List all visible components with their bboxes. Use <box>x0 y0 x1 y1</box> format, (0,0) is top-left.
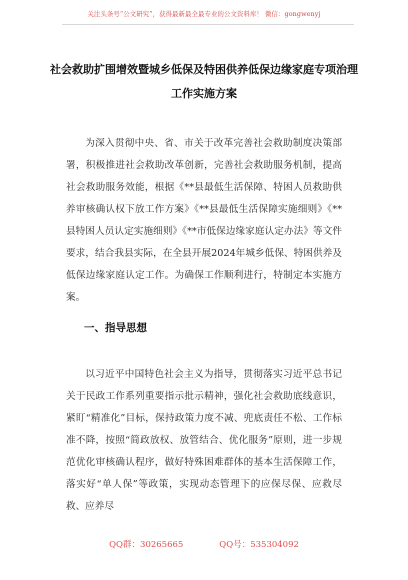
header-banner: 关注头条号“公文研究”，获得最新最全最专业的公文资料库！ 微信：gongwenyj <box>87 10 321 18</box>
footer-contact <box>0 538 408 550</box>
section-heading-guiding-ideology: 一、指导思想 <box>84 322 147 334</box>
header-divider <box>62 24 354 25</box>
guiding-ideology-paragraph: 以习近平中国特色社会主义为指导，贯彻落实习近平总书记关于民政工作系列重要指示批示精神，强化社会救助底线意识，紧盯“精准化”目标，保持政策力度不减、兜底责任不松、工作标准不降，按照“简政放权、放管结合、优化服务”原则，进一步规范优化审核确认程序，做好特殊困难群体的基本生活保障工作，落实好“单人保”等政策，实现动态管理下的应保尽保、应救尽救、应养尽 <box>66 369 342 512</box>
footer-qq-number: QQ号：535304092 <box>219 540 299 550</box>
document-title: 社会救助扩围增效暨城乡低保及特困供养低保边缘家庭专项治理工作实施方案 <box>50 63 358 100</box>
footer-qq-group: QQ群：30265665 <box>109 540 184 550</box>
intro-paragraph: 为深入贯彻中央、省、市关于改革完善社会救助制度决策部署，积极推进社会救助改革创新，完善社会救助服务机制，提高社会救助服务效能，根据《**县最低生活保障、特困人员救助供养审核确认权下放工作方案》《**县最低生活保障实施细则》《**县特困人员认定实施细则》《**市低保边缘家庭认定办法》等文件要求，结合我县实际，在全县开展2024年城乡低保、特困供养及低保边缘家庭认定工作。为确保工作顺利进行，特制定本实施方案。 <box>66 138 342 303</box>
